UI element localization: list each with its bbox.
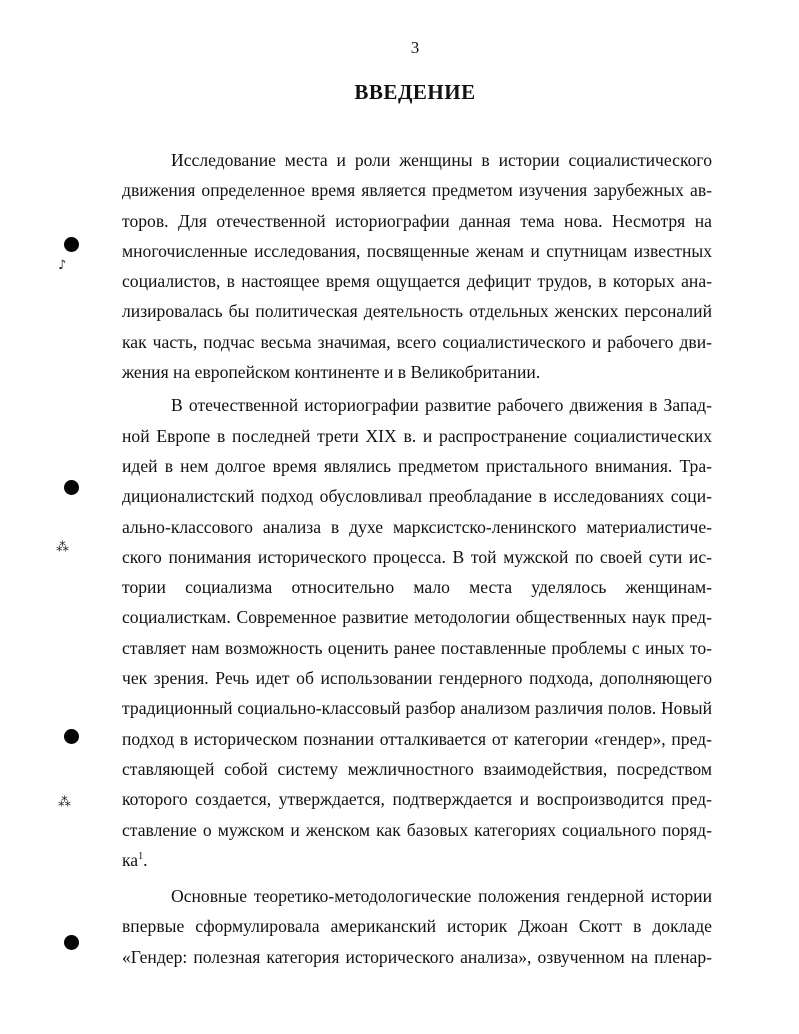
text-line: ной Европе в последней трети XIX в. и распространение социалистических (122, 425, 712, 446)
text-line: диционалистский подход обусловливал преобладание в исследованиях соци- (122, 486, 712, 507)
text-line: лизировалась бы политическая деятельность отдельных женских персоналий (122, 301, 712, 322)
text-line: чек зрения. Речь идет об использовании гендерного подхода, дополняющего (122, 668, 712, 689)
text-line: движения определенное время является предметом изучения зарубежных ав- (122, 180, 712, 201)
text-line: ставляет нам возможность оценить ранее поставленные проблемы с иных то- (122, 637, 712, 658)
text-line: ставление о мужском и женском как базовых категориях социального поряд- (122, 819, 712, 840)
footnote-reference: 1 (138, 850, 144, 862)
scan-mark-icon: ⁂ (56, 540, 69, 555)
scan-mark-icon: ⁂ (58, 795, 71, 810)
binder-hole (64, 237, 79, 252)
text-line: ставляющей собой систему межличностного взаимодействия, посредством (122, 758, 712, 779)
text-line: торов. Для отечественной историографии данная тема нова. Несмотря на (122, 210, 712, 231)
text-line: впервые сформулировала американский историк Джоан Скотт в докладе (122, 916, 712, 937)
text-line: социалистов, в настоящее время ощущается дефицит трудов, в которых ана- (122, 271, 712, 292)
binder-hole (64, 480, 79, 495)
text-line: подход в историческом познании отталкивается от категории «гендер», пред- (122, 728, 712, 749)
text-line: ского понимания исторического процесса. В той мужской по своей сути ис- (122, 546, 712, 567)
text-line: Основные теоретико-методологические положения гендерной истории (171, 886, 712, 907)
text-line: идей в нем долгое время являлись предметом пристального внимания. Тра- (122, 455, 712, 476)
text-line: Исследование места и роли женщины в истории социалистического (171, 150, 712, 170)
text-fragment: ка (122, 849, 139, 870)
sentence-end: . (143, 849, 148, 870)
page-title: ВВЕДЕНИЕ (354, 80, 476, 104)
text-line: ально-классового анализа в духе марксистско-ленинского материалистиче- (122, 516, 712, 537)
binder-hole (64, 935, 79, 950)
text-line: В отечественной историографии развитие рабочего движения в Запад- (171, 395, 712, 416)
text-line: которого создается, утверждается, подтверждается и воспроизводится пред- (122, 789, 712, 810)
document-body (122, 145, 712, 972)
text-line: многочисленные исследования, посвященные женам и спутницам известных (122, 240, 712, 261)
text-line: «Гендер: полезная категория исторического анализа», озвученном на пленар- (122, 946, 712, 967)
text-line: как часть, подчас весьма значимая, всего социалистического и рабочего дви- (122, 331, 712, 352)
page-number: 3 (410, 38, 420, 57)
text-line: социалисткам. Современное развитие методологии общественных наук пред- (122, 607, 712, 628)
text-line: тории социализма относительно мало места уделялось женщинам- (122, 577, 712, 598)
text-line (122, 845, 712, 875)
binder-hole (64, 729, 79, 744)
paragraph-3 (122, 881, 712, 972)
text-line: жения на европейском континенте и в Великобритании. (122, 362, 541, 383)
scan-mark-icon: ♪ (58, 258, 67, 273)
paragraph-2 (122, 390, 712, 875)
text-line: традиционный социально-классовый разбор анализом различия полов. Новый (122, 698, 712, 719)
paragraph-1 (122, 145, 712, 387)
